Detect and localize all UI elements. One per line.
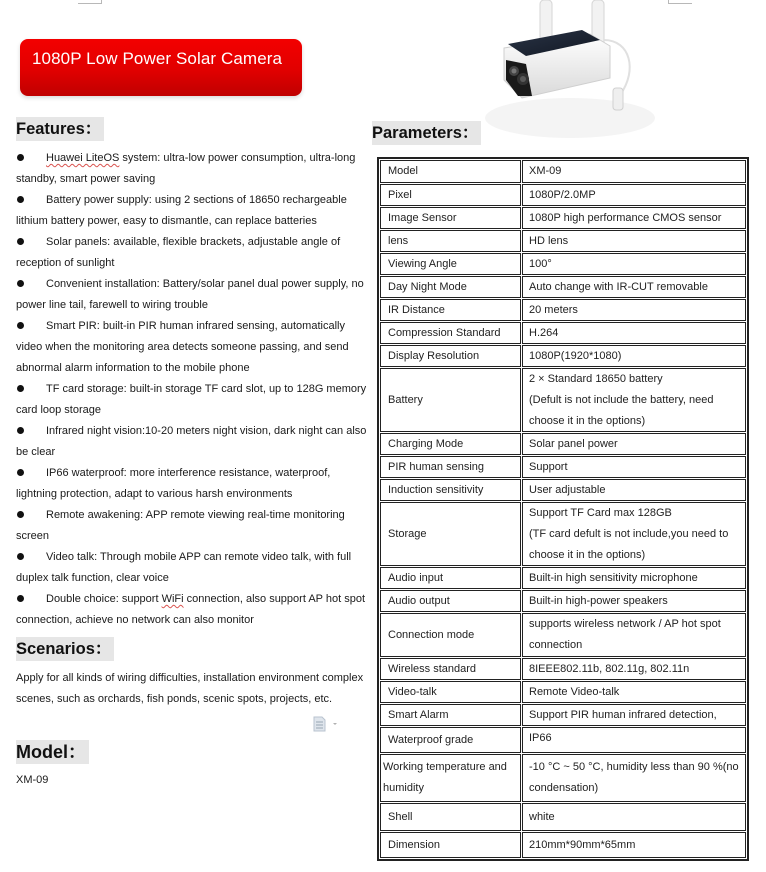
- param-key: Waterproof grade: [380, 727, 521, 753]
- param-value: 8IEEE802.11b, 802.11g, 802.11n: [522, 658, 746, 680]
- bullet-icon: [17, 595, 24, 602]
- feature-item: [16, 505, 368, 547]
- feature-item: [16, 589, 368, 631]
- feature-text: Convenient installation: Battery/solar panel dual power supply, no power line tail, farewell to wiring trouble: [16, 278, 364, 311]
- param-value: Built-in high sensitivity microphone: [522, 567, 746, 589]
- param-value: [522, 613, 746, 657]
- table-row: [380, 590, 746, 612]
- table-row: [380, 754, 746, 802]
- spellcheck-word: Huawei LiteOS: [46, 152, 120, 164]
- param-value-line: (Defult is not include the battery, need: [529, 393, 714, 406]
- param-key: Shell: [380, 803, 521, 831]
- feature-item: [16, 316, 368, 379]
- title-banner: [20, 39, 302, 96]
- parameters-table: [377, 157, 749, 861]
- param-key: Working temperature and humidity: [380, 754, 521, 802]
- parameters-heading: Parameters：: [372, 121, 481, 145]
- table-row: [380, 433, 746, 455]
- param-key: Display Resolution: [380, 345, 521, 367]
- bullet-icon: [17, 238, 24, 245]
- feature-text: Remote awakening: APP remote viewing real-time monitoring screen: [16, 509, 345, 542]
- param-key: Day Night Mode: [380, 276, 521, 298]
- feature-item: [16, 421, 368, 463]
- bullet-icon: [17, 427, 24, 434]
- table-row: [380, 253, 746, 275]
- table-row: [380, 479, 746, 501]
- param-value-line: supports wireless network / AP hot spot: [529, 618, 721, 630]
- param-value: 210mm*90mm*65mm: [522, 832, 746, 858]
- bullet-icon: [17, 469, 24, 476]
- page-corner-mark-right: [668, 0, 692, 4]
- param-key: IR Distance: [380, 299, 521, 321]
- table-row: [380, 613, 746, 657]
- table-row: [380, 322, 746, 344]
- param-key: Induction sensitivity: [380, 479, 521, 501]
- param-value-line: 2 × Standard 18650 battery: [529, 372, 663, 385]
- spellcheck-word: WiFi: [161, 593, 184, 605]
- table-row: [380, 502, 746, 566]
- param-value: Remote Video-talk: [522, 681, 746, 703]
- param-key: Image Sensor: [380, 207, 521, 229]
- param-key: Audio input: [380, 567, 521, 589]
- bullet-icon: [17, 385, 24, 392]
- feature-text: Smart PIR: built-in PIR human infrared sensing, automatically video when the monitoring area detects someone passing, and send abnormal alarm information to the mobile phone: [16, 320, 349, 374]
- model-heading: Model：: [16, 740, 89, 764]
- param-key: Storage: [380, 502, 521, 566]
- document-icon[interactable]: [313, 716, 343, 732]
- param-value-line: choose it in the options): [529, 414, 646, 427]
- param-key: Battery: [380, 368, 521, 432]
- table-row: [380, 184, 746, 206]
- param-key: Model: [380, 160, 521, 183]
- param-value-line: (TF card defult is not include,you need to: [529, 527, 729, 540]
- param-value-line: connection: [529, 639, 583, 651]
- param-key: Dimension: [380, 832, 521, 858]
- param-key: Audio output: [380, 590, 521, 612]
- param-key: Video-talk: [380, 681, 521, 703]
- feature-item: [16, 379, 368, 421]
- param-value: 1080P(1920*1080): [522, 345, 746, 367]
- param-value: Solar panel power: [522, 433, 746, 455]
- table-row: [380, 368, 746, 432]
- param-value: IP66: [522, 727, 746, 753]
- table-row: [380, 658, 746, 680]
- feature-item: [16, 190, 368, 232]
- feature-text: Battery power supply: using 2 sections of 18650 rechargeable lithium battery power, easy to dismantle, can replace batteries: [16, 194, 347, 227]
- param-value: 20 meters: [522, 299, 746, 321]
- param-key: PIR human sensing: [380, 456, 521, 478]
- param-value: Support: [522, 456, 746, 478]
- param-key: Pixel: [380, 184, 521, 206]
- features-heading: Features：: [16, 117, 104, 141]
- param-value: User adjustable: [522, 479, 746, 501]
- table-row: [380, 704, 746, 726]
- feature-text: TF card storage: built-in storage TF card slot, up to 128G memory card loop storage: [16, 383, 367, 416]
- param-value: white: [522, 803, 746, 831]
- param-key: Smart Alarm: [380, 704, 521, 726]
- table-row: [380, 567, 746, 589]
- param-key: Compression Standard: [380, 322, 521, 344]
- feature-text: Video talk: Through mobile APP can remote video talk, with full duplex talk function, clear voice: [16, 551, 352, 584]
- feature-item: [16, 463, 368, 505]
- param-value: Built-in high-power speakers: [522, 590, 746, 612]
- param-value-line: choose it in the options): [529, 548, 646, 561]
- bullet-icon: [17, 154, 24, 161]
- param-value: [522, 754, 746, 802]
- bullet-icon: [17, 553, 24, 560]
- table-row: [380, 207, 746, 229]
- param-value: 100°: [522, 253, 746, 275]
- bullet-icon: [17, 322, 24, 329]
- bullet-icon: [17, 280, 24, 287]
- param-key: Connection mode: [380, 613, 521, 657]
- title-banner-text: 1080P Low Power Solar Camera: [32, 49, 283, 68]
- feature-item: [16, 547, 368, 589]
- param-value: HD lens: [522, 230, 746, 252]
- feature-text: system: ultra-low power consumption, ultra-long standby, smart power saving: [16, 152, 356, 185]
- scenarios-text: Apply for all kinds of wiring difficulties, installation environment complex scenes, such as orchards, fish ponds, scenic spots, projects, etc.: [16, 672, 364, 705]
- table-row: [380, 727, 746, 753]
- param-key: Wireless standard: [380, 658, 521, 680]
- table-row: [380, 230, 746, 252]
- bullet-icon: [17, 196, 24, 203]
- page-corner-mark-left: [78, 0, 102, 4]
- table-row: [380, 276, 746, 298]
- feature-item: [16, 274, 368, 316]
- feature-item: [16, 148, 368, 190]
- param-key: Viewing Angle: [380, 253, 521, 275]
- table-row: [380, 681, 746, 703]
- param-key: Charging Mode: [380, 433, 521, 455]
- param-value-line: Support TF Card max 128GB: [529, 506, 672, 519]
- scenarios-heading: Scenarios：: [16, 637, 114, 661]
- param-key: lens: [380, 230, 521, 252]
- param-value-line: condensation): [529, 782, 599, 794]
- feature-text: connection, also support AP hot spot connection, achieve no network can also monitor: [16, 593, 365, 626]
- table-row: [380, 160, 746, 183]
- table-row: [380, 803, 746, 831]
- param-value: [522, 502, 746, 566]
- param-value: Auto change with IR-CUT removable: [522, 276, 746, 298]
- table-row: [380, 345, 746, 367]
- bullet-icon: [17, 511, 24, 518]
- feature-text: Double choice: support: [46, 593, 162, 605]
- model-value: XM-09: [16, 774, 49, 786]
- table-row: [380, 456, 746, 478]
- feature-text: Solar panels: available, flexible brackets, adjustable angle of reception of sunlight: [16, 236, 341, 269]
- feature-item: [16, 232, 368, 274]
- solar-camera-photo: [470, 0, 670, 150]
- param-value: 1080P/2.0MP: [522, 184, 746, 206]
- features-list: [16, 148, 368, 631]
- feature-text: IP66 waterproof: more interference resistance, waterproof, lightning protection, adapt to various harsh environments: [16, 467, 331, 500]
- param-value: Support PIR human infrared detection,: [522, 704, 746, 726]
- table-row: [380, 832, 746, 858]
- param-value: 1080P high performance CMOS sensor: [522, 207, 746, 229]
- param-value: XM-09: [522, 160, 746, 183]
- param-value: [522, 368, 746, 432]
- param-value-line: -10 °C ~ 50 °C, humidity less than 90 %(no: [529, 761, 739, 773]
- table-row: [380, 299, 746, 321]
- feature-text: Infrared night vision:10-20 meters night vision, dark night can also be clear: [16, 425, 367, 458]
- param-value: H.264: [522, 322, 746, 344]
